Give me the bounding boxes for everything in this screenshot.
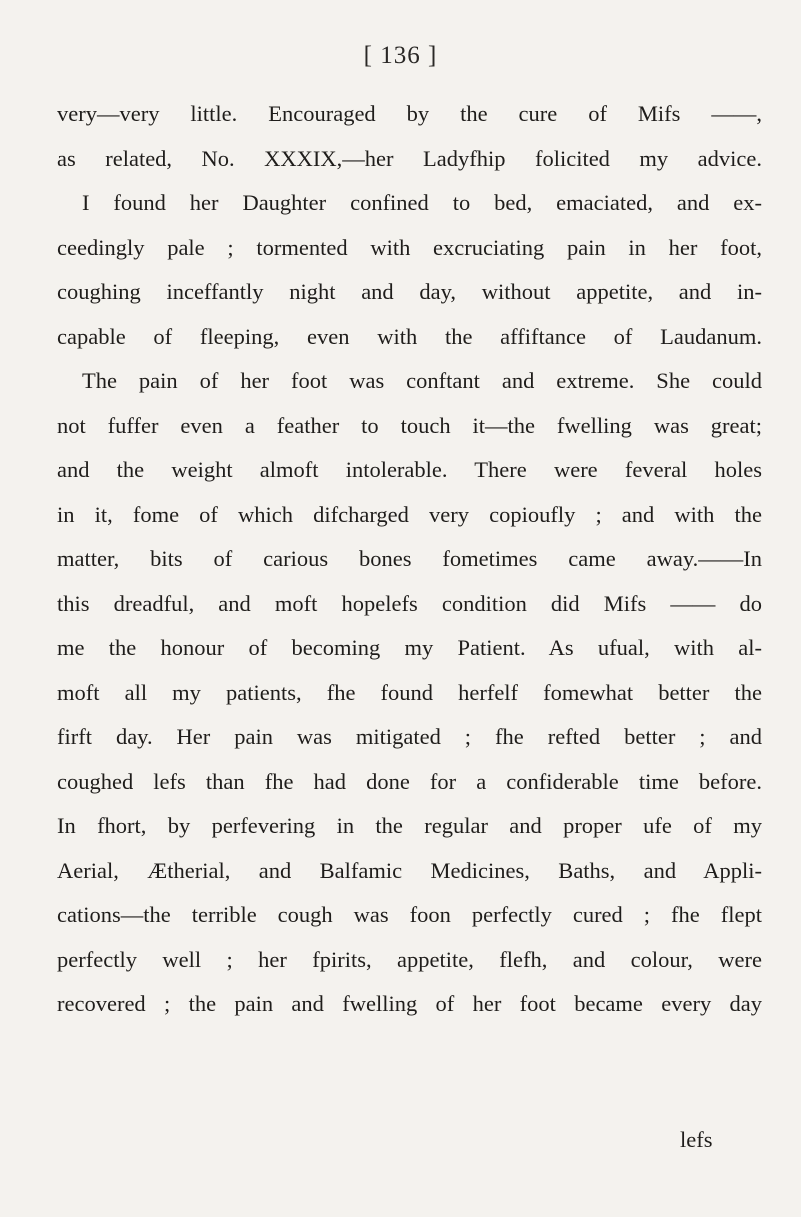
text-line: recovered ; the pain and fwelling of her foot became every day: [57, 991, 762, 1016]
catchword: lefs: [680, 1127, 713, 1152]
text-line: In fhort, by perfevering in the regular and proper ufe of my: [57, 813, 762, 838]
text-line: firft day. Her pain was mitigated ; fhe refted better ; and: [57, 724, 762, 749]
text-line: moft all my patients, fhe found herfelf fomewhat better the: [57, 679, 762, 705]
text-line: and the weight almoft intolerable. There were feveral holes: [57, 457, 762, 482]
text-line: perfectly well ; her fpirits, appetite, flefh, and colour, were: [57, 946, 762, 972]
text-line: as related, No. XXXIX,—her Ladyfhip folicited my advice.: [57, 145, 762, 171]
text-line: not fuffer even a feather to touch it—the fwelling was great;: [57, 412, 762, 438]
text-line: in it, fome of which difcharged very copioufly ; and with the: [57, 501, 762, 527]
text-line: me the honour of becoming my Patient. As ufual, with al-: [57, 635, 762, 660]
text-line: Aerial, Ætherial, and Balfamic Medicines, Baths, and Appli-: [57, 857, 762, 883]
text-line: ceedingly pale ; tormented with excruciating pain in her foot,: [57, 234, 762, 260]
text-line: matter, bits of carious bones fometimes came away.——In: [57, 546, 762, 571]
body-text: [57, 92, 762, 1027]
text-line: very—very little. Encouraged by the cure of Mifs ——,: [57, 101, 762, 126]
text-line: coughed lefs than fhe had done for a confiderable time before.: [57, 768, 762, 794]
text-line: cations—the terrible cough was foon perfectly cured ; fhe flept: [57, 902, 762, 927]
text-line: coughing inceffantly night and day, without appetite, and in-: [57, 279, 762, 304]
text-line: capable of fleeping, even with the affiftance of Laudanum.: [57, 323, 762, 349]
page-number: [ 136 ]: [363, 42, 438, 69]
text-line: this dreadful, and moft hopelefs condition did Mifs —— do: [57, 590, 762, 616]
paragraph-start-line: The pain of her foot was conftant and extreme. She could: [82, 368, 762, 393]
paragraph-start-line: I found her Daughter confined to bed, emaciated, and ex-: [82, 190, 762, 215]
